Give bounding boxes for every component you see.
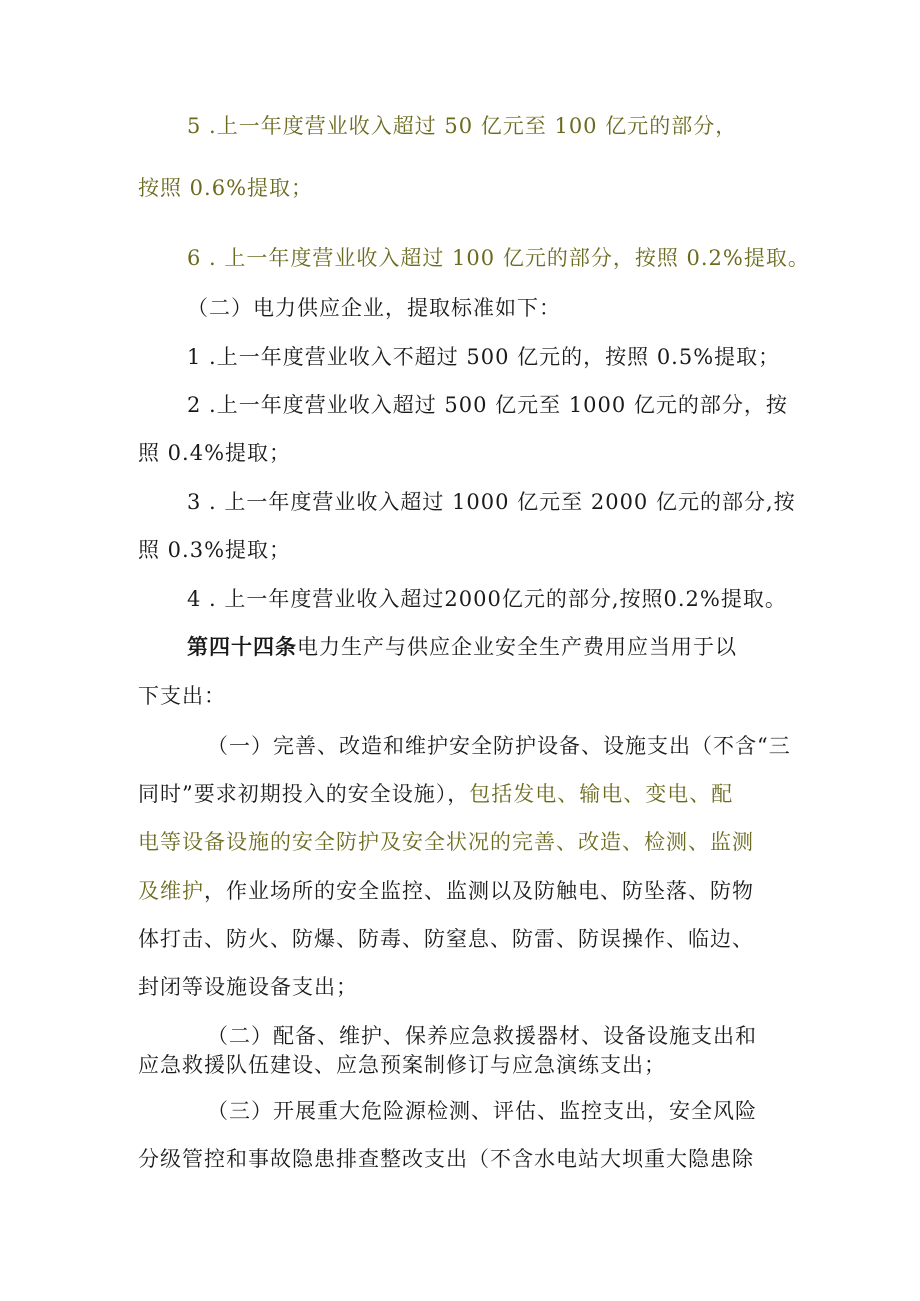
line-text: ，作业场所的安全监控、监测以及防触电、防坠落、防物 — [204, 879, 754, 903]
text-line — [138, 438, 291, 468]
line-text: （二）配备、维护、保养应急救援器材、设备设施支出和 — [207, 1024, 757, 1048]
line-text: 封闭等设施设备支出； — [138, 975, 358, 999]
text-line — [187, 390, 788, 420]
text-line — [138, 535, 291, 565]
text-line — [187, 243, 810, 273]
text-line — [187, 111, 737, 141]
line-text: 4 . 上一年度营业收入超过2000亿元的部分,按照0.2%提取。 — [187, 587, 787, 611]
text-line — [138, 876, 754, 906]
line-text: 3 . 上一年度营业收入超过 1000 亿元至 2000 亿元的部分,按 — [187, 490, 796, 514]
line-text: （二）电力供应企业，提取标准如下： — [187, 296, 561, 320]
text-line — [207, 1021, 757, 1051]
line-text: 同时”要求初期投入的安全设施）， — [138, 782, 470, 806]
text-line — [187, 632, 737, 662]
line-text: 6 . 上一年度营业收入超过 100 亿元的部分，按照 0.2%提取。 — [187, 246, 810, 270]
text-line — [187, 584, 787, 614]
text-line — [187, 293, 561, 323]
text-line — [138, 1144, 754, 1174]
text-line — [187, 487, 796, 517]
text-line — [138, 1050, 666, 1080]
line-text: 照 0.3%提取； — [138, 538, 292, 562]
text-line — [138, 681, 226, 711]
line-text: 照 0.4%提取； — [138, 441, 292, 465]
text-line — [187, 342, 780, 372]
text-line — [207, 1096, 757, 1126]
line-text: 电等设备设施的安全防护及安全状况的完善、改造、检测、监测 — [138, 830, 754, 854]
line-text: 按照 0.6%提取； — [138, 176, 314, 200]
text-line — [138, 779, 733, 809]
line-text: 2 .上一年度营业收入超过 500 亿元至 1000 亿元的部分，按 — [187, 393, 788, 417]
text-line — [138, 827, 754, 857]
highlighted-text: 及维护 — [138, 879, 204, 903]
line-text: 电力生产与供应企业安全生产费用应当用于以 — [297, 635, 737, 659]
text-line — [207, 731, 791, 761]
line-text: 5 .上一年度营业收入超过 50 亿元至 100 亿元的部分， — [187, 114, 738, 138]
line-text: 分级管控和事故隐患排查整改支出（不含水电站大坝重大隐患除 — [138, 1147, 754, 1171]
text-line — [138, 972, 358, 1002]
text-line — [138, 924, 754, 954]
highlighted-text: 包括发电、输电、变电、配 — [469, 782, 734, 806]
line-text: （三）开展重大危险源检测、评估、监控支出，安全风险 — [207, 1099, 757, 1123]
article-heading: 第四十四条 — [187, 634, 297, 659]
line-text: （一）完善、改造和维护安全防护设备、设施支出（不含“三 — [207, 734, 791, 758]
line-text: 1 .上一年度营业收入不超过 500 亿元的，按照 0.5%提取； — [187, 345, 781, 369]
line-text: 应急救援队伍建设、应急预案制修订与应急演练支出； — [138, 1053, 666, 1077]
line-text: 体打击、防火、防爆、防毒、防窒息、防雷、防误操作、临边、 — [138, 927, 754, 951]
line-text: 下支出： — [138, 684, 226, 708]
text-line — [138, 173, 313, 203]
